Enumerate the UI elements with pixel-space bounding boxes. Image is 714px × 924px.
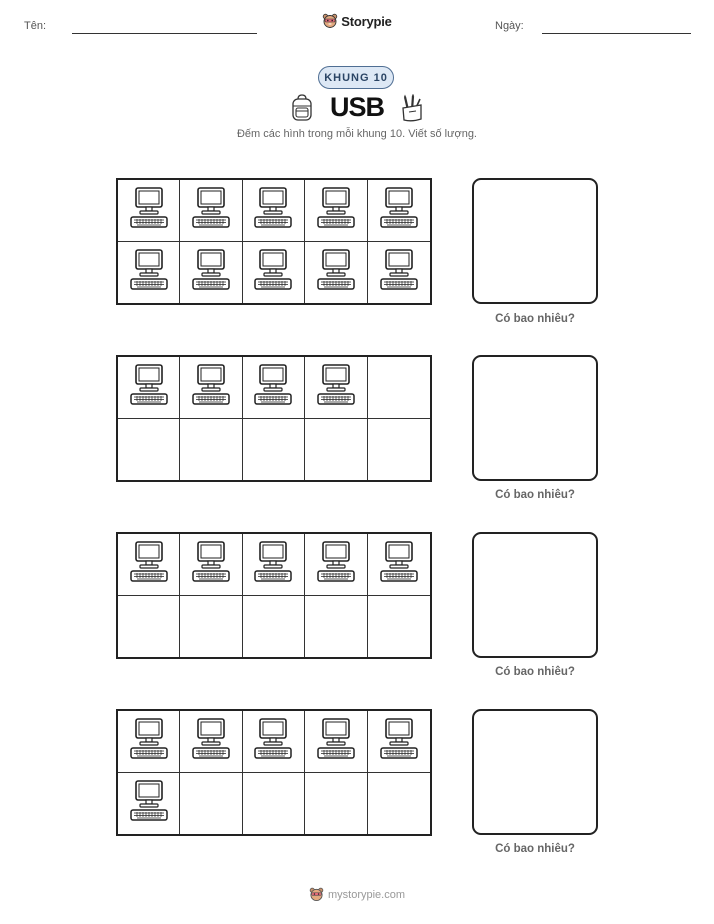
frame-cell	[305, 773, 367, 835]
computer-icon	[191, 717, 231, 766]
frame-cell	[368, 596, 430, 658]
bear-logo-icon	[322, 13, 338, 29]
computer-icon	[191, 248, 231, 297]
answer-box[interactable]	[472, 178, 598, 304]
frame-cell	[180, 419, 242, 481]
computer-icon	[379, 717, 419, 766]
page-title: USB	[329, 92, 384, 122]
ten-frame	[116, 178, 432, 305]
frame-cell	[180, 357, 242, 419]
computer-icon	[129, 717, 169, 766]
bear-logo-icon	[309, 887, 324, 902]
computer-icon	[191, 186, 231, 235]
computer-icon	[316, 248, 356, 297]
frame-cell	[305, 419, 367, 481]
date-label: Ngày:	[495, 20, 524, 32]
frame-cell	[368, 773, 430, 835]
computer-icon	[379, 540, 419, 589]
frame-cell	[368, 242, 430, 304]
date-line[interactable]	[542, 33, 691, 34]
footer	[0, 887, 714, 902]
computer-icon	[253, 186, 293, 235]
brand-name: Storypie	[341, 13, 392, 29]
computer-icon	[379, 248, 419, 297]
frame-cell	[118, 711, 180, 773]
frame-cell	[368, 534, 430, 596]
ten-frame	[116, 709, 432, 836]
frame-cell	[118, 419, 180, 481]
computer-icon	[316, 186, 356, 235]
frame-cell	[243, 357, 305, 419]
computer-icon	[129, 779, 169, 828]
answer-box[interactable]	[472, 709, 598, 835]
frame-cell	[180, 596, 242, 658]
frame-cell	[180, 180, 242, 242]
computer-icon	[253, 717, 293, 766]
computer-icon	[316, 717, 356, 766]
answer-label: Có bao nhiêu?	[495, 489, 575, 501]
frame-cell	[180, 773, 242, 835]
frame-cell	[180, 711, 242, 773]
frame-cell	[305, 711, 367, 773]
frame-cell	[368, 419, 430, 481]
frame-cell	[305, 534, 367, 596]
frame-cell	[118, 357, 180, 419]
frame-cell	[118, 534, 180, 596]
frame-cell	[243, 419, 305, 481]
answer-label: Có bao nhiêu?	[495, 666, 575, 678]
computer-icon	[379, 186, 419, 235]
frame-cell	[243, 596, 305, 658]
frame-cell	[118, 242, 180, 304]
frame-cell	[180, 534, 242, 596]
frame-cell	[305, 180, 367, 242]
brand	[0, 13, 714, 29]
computer-icon	[129, 248, 169, 297]
computer-icon	[316, 540, 356, 589]
frame-cell	[305, 357, 367, 419]
pencil-cup-icon	[400, 94, 424, 122]
name-line[interactable]	[72, 33, 257, 34]
topic-badge: KHUNG 10	[318, 66, 394, 89]
frame-cell	[243, 711, 305, 773]
frame-cell	[368, 180, 430, 242]
computer-icon	[253, 248, 293, 297]
answer-box[interactable]	[472, 355, 598, 481]
answer-box[interactable]	[472, 532, 598, 658]
answer-label: Có bao nhiêu?	[495, 313, 575, 325]
frame-cell	[243, 180, 305, 242]
title-row	[0, 92, 714, 123]
frame-cell	[118, 773, 180, 835]
footer-url[interactable]: mystorypie.com	[327, 888, 406, 901]
computer-icon	[191, 363, 231, 412]
computer-icon	[129, 363, 169, 412]
frame-cell	[243, 534, 305, 596]
computer-icon	[129, 186, 169, 235]
computer-icon	[191, 540, 231, 589]
name-label: Tên:	[24, 20, 47, 32]
frame-cell	[368, 711, 430, 773]
frame-cell	[118, 180, 180, 242]
frame-cell	[243, 242, 305, 304]
ten-frame	[116, 355, 432, 482]
backpack-icon	[290, 94, 314, 122]
ten-frame	[116, 532, 432, 659]
instruction: Đếm các hình trong mỗi khung 10. Viết số lượng.	[236, 128, 477, 140]
frame-cell	[118, 596, 180, 658]
answer-label: Có bao nhiêu?	[495, 843, 575, 855]
computer-icon	[253, 540, 293, 589]
frame-cell	[368, 357, 430, 419]
computer-icon	[316, 363, 356, 412]
frame-cell	[305, 242, 367, 304]
computer-icon	[129, 540, 169, 589]
computer-icon	[253, 363, 293, 412]
frame-cell	[305, 596, 367, 658]
frame-cell	[243, 773, 305, 835]
frame-cell	[180, 242, 242, 304]
